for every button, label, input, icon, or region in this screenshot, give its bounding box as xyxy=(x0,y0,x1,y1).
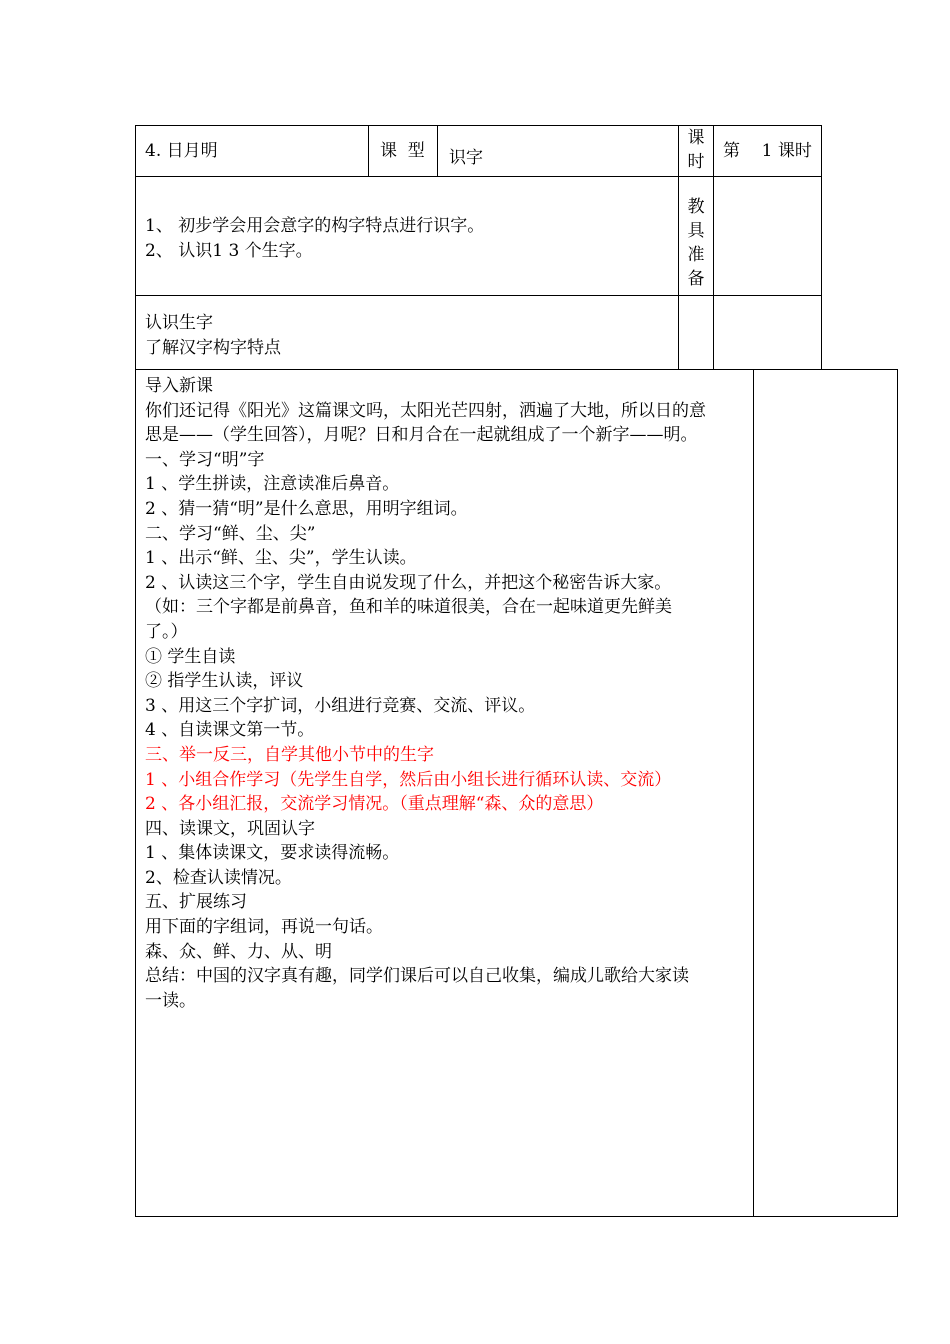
process-line: 一读。 xyxy=(145,990,196,1011)
period-value: 第 1 课时 xyxy=(723,141,812,161)
focus-list xyxy=(145,308,281,357)
objective-item: 1、 初步学会用会意字的构字特点进行识字。 xyxy=(145,216,485,236)
process-line: 3 、用这三个字扩词，小组进行竞赛、交流、评议。 xyxy=(145,695,536,716)
process-line: 总结：中国的汉字真有趣，同学们课后可以自己收集，编成儿歌给大家读 xyxy=(145,966,689,987)
process-line: 一、学习“明”字 xyxy=(145,449,265,470)
lesson-type-value: 识字 xyxy=(449,148,483,168)
focus-item: 认识生字 xyxy=(145,313,213,333)
process-line: ② 指学生认读，评议 xyxy=(145,671,304,692)
process-line: 五、扩展练习 xyxy=(145,892,247,913)
process-line: 思是——（学生回答），月呢？日和月合在一起就组成了一个新字——明。 xyxy=(145,425,698,446)
teaching-process xyxy=(145,371,706,1010)
objectives-list xyxy=(145,211,484,260)
process-line: 1 、出示“鲜、尘、尖”，学生认读。 xyxy=(145,548,417,569)
lesson-type-label: 课 型 xyxy=(380,141,425,161)
process-line: 1 、学生拼读，注意读准后鼻音。 xyxy=(145,474,400,495)
process-line: 三、举一反三，自学其他小节中的生字 xyxy=(145,744,434,765)
process-line: （如：三个字都是前鼻音，鱼和羊的味道很美，合在一起味道更先鲜美 xyxy=(145,597,672,618)
process-line: 了。） xyxy=(145,621,188,642)
period-label: 课时 xyxy=(687,128,705,172)
focus-item: 了解汉字构字特点 xyxy=(145,337,281,358)
process-line: 森、众、鲜、力、从、明 xyxy=(145,941,332,962)
process-line: 1 、集体读课文，要求读得流畅。 xyxy=(145,843,400,864)
teaching-tools-label: 教具准备 xyxy=(687,197,705,289)
process-line: 2、检查认读情况。 xyxy=(145,867,292,888)
process-line: 1 、小组合作学习（先学生自学，然后由小组长进行循环认读、交流） xyxy=(145,769,672,790)
process-line: 2 、各小组汇报，交流学习情况。（重点理解“森、众的意思） xyxy=(145,794,604,815)
process-line: 你们还记得《阳光》这篇课文吗，太阳光芒四射，洒遍了大地，所以日的意 xyxy=(145,400,706,421)
process-line: ① 学生自读 xyxy=(145,646,236,667)
process-line: 二、学习“鲜、尘、尖” xyxy=(145,523,316,544)
process-line: 用下面的字组词，再说一句话。 xyxy=(145,917,383,938)
process-line: 2 、认读这三个字，学生自由说发现了什么，并把这个秘密告诉大家。 xyxy=(145,572,672,593)
process-line: 四、读课文，巩固认字 xyxy=(145,818,315,839)
process-line: 2 、猜一猜“明”是什么意思，用明字组词。 xyxy=(145,498,468,519)
lesson-title: 4. 日月明 xyxy=(145,141,218,161)
objective-item: 2、 认识1 3 个生字。 xyxy=(145,240,313,261)
process-line: 导入新课 xyxy=(145,376,213,396)
process-line: 4 、自读课文第一节。 xyxy=(145,720,315,741)
